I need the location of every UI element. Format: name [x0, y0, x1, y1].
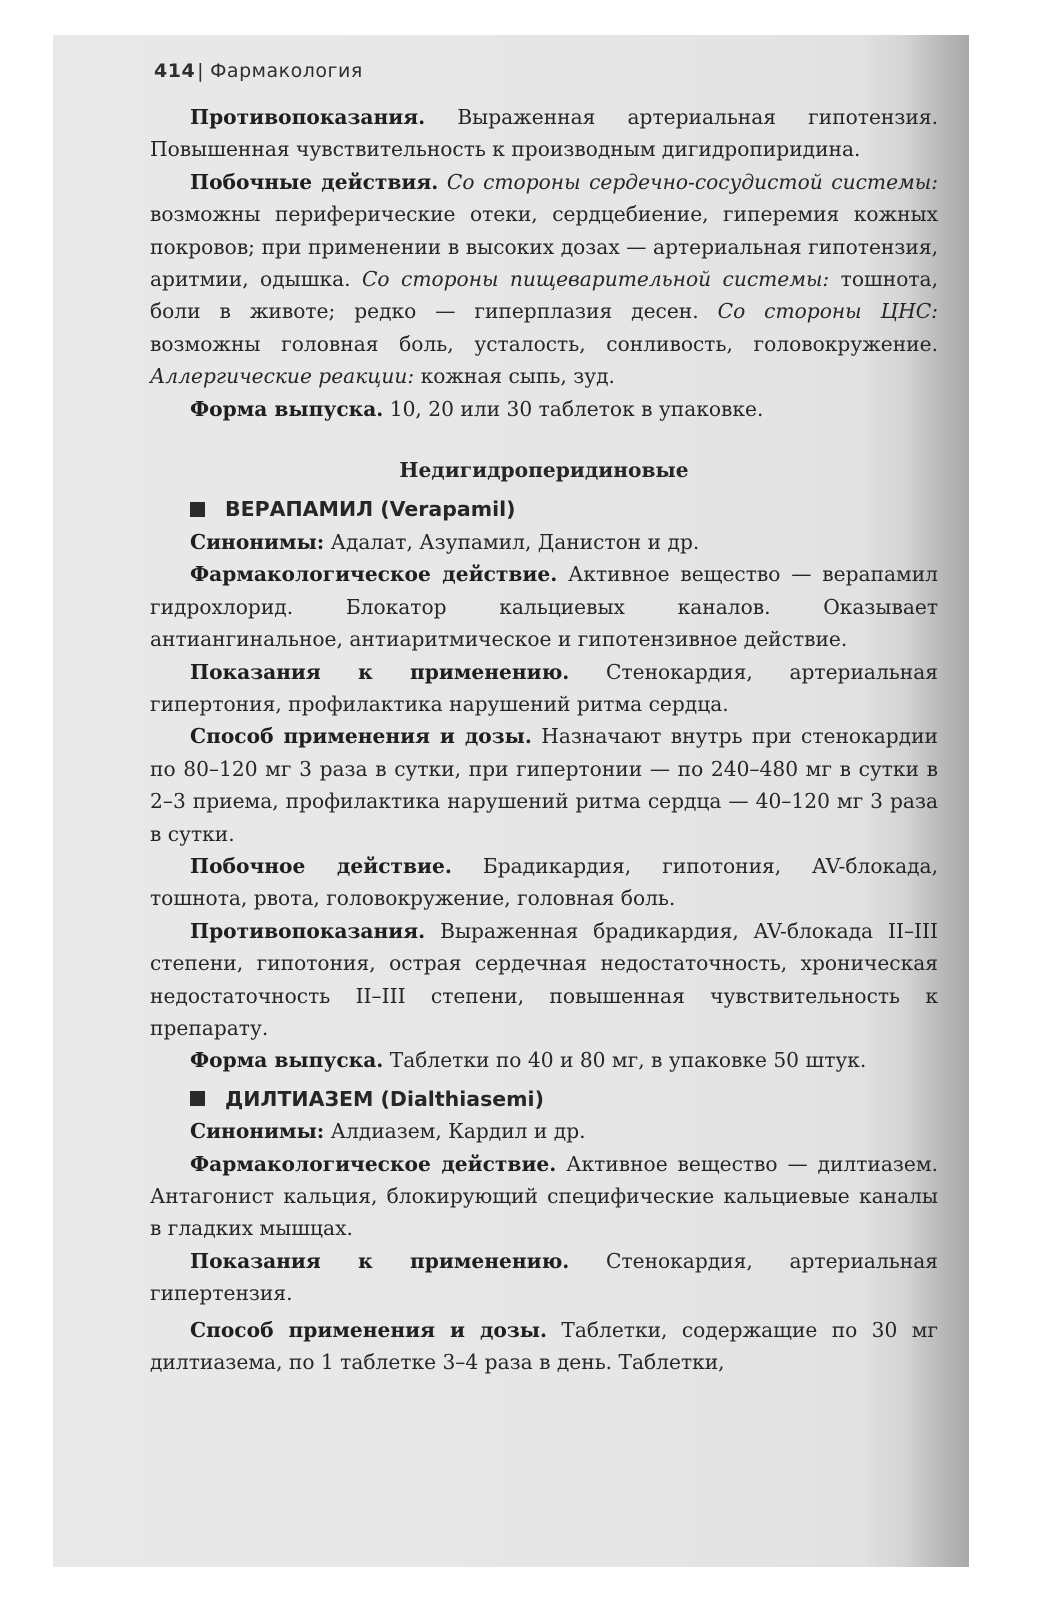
- paragraph-dosage: [150, 720, 938, 850]
- running-header: [154, 60, 363, 82]
- paragraph-action: [150, 558, 938, 655]
- subhead-allergy: Аллергические реакции:: [150, 364, 415, 389]
- label-side-effects: Побочные действия.: [190, 169, 439, 194]
- label-contraindications: Противопоказания.: [190, 918, 426, 943]
- drug-heading-diltiazem: [190, 1083, 938, 1115]
- text-action: Активное вещество — верапамил гидрохлорид. Блокатор кальциевых каналов. Оказывает антиангинальное, антиаритмическое и гипотензивное действие.: [150, 562, 938, 652]
- paragraph-synonyms: [150, 1115, 938, 1147]
- square-bullet-icon: [190, 1091, 205, 1106]
- label-contraindications: Противопоказания.: [190, 105, 426, 129]
- subhead-digestive: Со стороны пищеварительной системы:: [350, 267, 830, 292]
- subhead-cardio: Со стороны сердечно-сосудистой системы:: [438, 169, 938, 194]
- paragraph-side-effects: [150, 166, 938, 393]
- paragraph-synonyms: [150, 526, 938, 558]
- drug-heading-verapamil: [190, 493, 938, 525]
- paragraph-dosage: [150, 1314, 938, 1379]
- drug-name: ВЕРАПАМИЛ (Verapamil): [225, 497, 516, 522]
- section-heading: Недигидроперидиновые: [399, 458, 689, 483]
- label-release-form: Форма выпуска.: [190, 1048, 384, 1073]
- label-side-effect: Побочное действие.: [190, 853, 452, 878]
- paragraph-indications: [150, 1245, 938, 1310]
- text-allergy: кожная сыпь, зуд.: [414, 364, 615, 389]
- paragraph-release-form: [150, 1044, 938, 1076]
- label-action: Фармакологическое действие.: [190, 1151, 557, 1176]
- label-indications: Показания к применению.: [190, 1248, 570, 1273]
- label-action: Фармакологическое действие.: [190, 562, 558, 587]
- label-synonyms: Синонимы:: [190, 529, 325, 554]
- drug-name: ДИЛТИАЗЕМ (Dialthiasemi): [225, 1086, 544, 1111]
- text-synonyms: Алдиазем, Кардил и др.: [324, 1119, 586, 1144]
- text-release-form: 10, 20 или 30 таблеток в упаковке.: [383, 396, 764, 421]
- text-indications: Стенокардия, артериальная гипертензия.: [150, 1248, 938, 1306]
- text-release-form: Таблетки по 40 и 80 мг, в упаковке 50 штук.: [383, 1048, 867, 1073]
- label-dosage: Способ применения и дозы.: [190, 724, 532, 749]
- paragraph-side-effect: [150, 850, 938, 915]
- label-release-form: Форма выпуска.: [190, 396, 384, 421]
- book-title: Фармакология: [210, 60, 363, 82]
- text-dosage: Назначают внутрь при стенокардии по 80–120 мг 3 раза в сутки, при гипертонии — по 240–480 мг в сутки в 2–3 приема, профилактика нарушений ритма сердца — 40–120 мг 3 раза в сутки.: [150, 724, 938, 846]
- text-digestive: тошнота, боли в животе; редко — гиперплазия десен.: [150, 267, 938, 324]
- text-synonyms: Адалат, Азупамил, Данистон и др.: [324, 529, 700, 554]
- text-cns: возможны головная боль, усталость, сонливость, головокружение.: [150, 331, 938, 356]
- square-bullet-icon: [190, 502, 205, 517]
- text-contraindications: Выраженная брадикардия, AV-блокада II–III степени, гипотония, острая сердечная недостаточность, хроническая недостаточность II–III степени, повышенная чувствительность к препарату.: [150, 918, 938, 1040]
- label-indications: Показания к применению.: [190, 659, 570, 684]
- text-indications: Стенокардия, артериальная гипертония, профилактика нарушений ритма сердца.: [150, 659, 938, 716]
- label-synonyms: Синонимы:: [190, 1119, 325, 1144]
- text-side-effect: Брадикардия, гипотония, AV-блокада, тошнота, рвота, головокружение, головная боль.: [150, 853, 939, 911]
- paragraph-contraindications: [150, 915, 938, 1045]
- text-action: Активное вещество — дилтиазем. Антагонист кальция, блокирующий специфические кальциевые каналы в гладких мышцах.: [150, 1151, 938, 1241]
- paragraph-release-form: [150, 393, 938, 425]
- page-body: [150, 101, 938, 1378]
- text-contraindications: Выраженная артериальная гипотензия. Повышенная чувствительность к производным дигидропиридина.: [150, 105, 938, 162]
- paragraph-action: [150, 1148, 938, 1245]
- subhead-cns: Со стороны ЦНС:: [698, 299, 938, 324]
- text-cardio: возможны периферические отеки, сердцебиение, гиперемия кожных покровов; при применении в высоких дозах — артериальная гипотензия, аритмии, одышка.: [150, 202, 938, 292]
- paragraph-contraindications: [150, 101, 938, 166]
- page-number: 414: [154, 60, 196, 82]
- text-dosage: Таблетки, содержащие по 30 мг дилтиазема, по 1 таблетке 3–4 раза в день. Таблетки,: [150, 1317, 939, 1375]
- label-dosage: Способ применения и дозы.: [190, 1317, 548, 1342]
- paragraph-indications: [150, 656, 938, 721]
- header-separator: |: [197, 60, 205, 82]
